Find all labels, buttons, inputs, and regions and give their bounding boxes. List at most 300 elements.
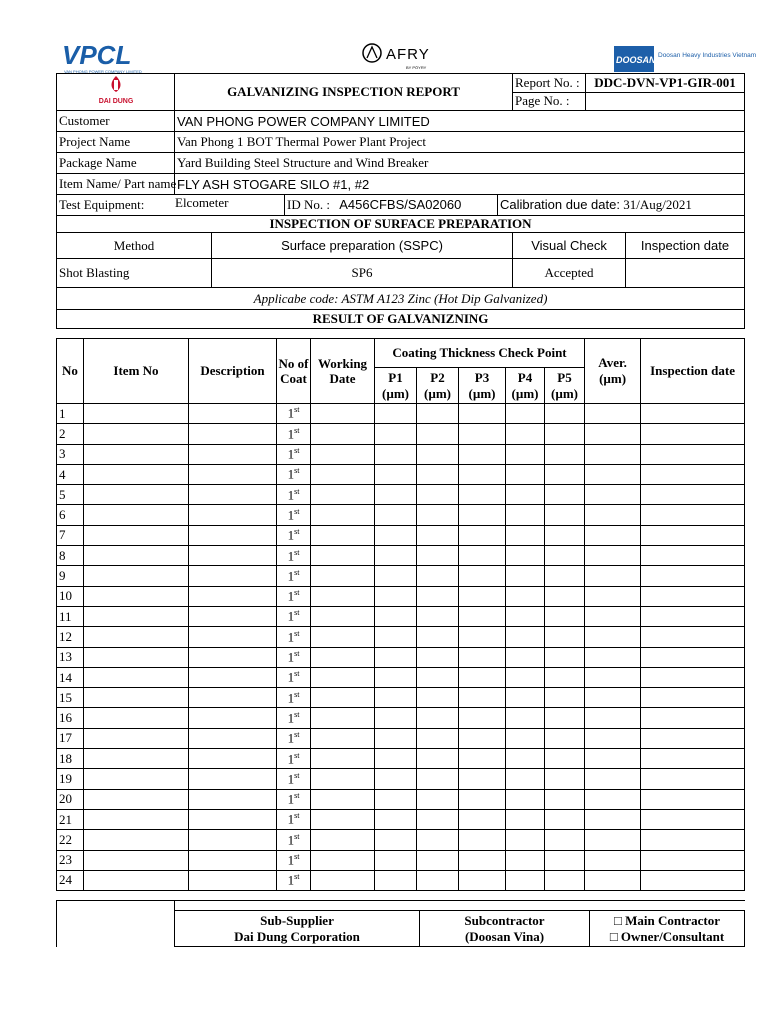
empty-cell xyxy=(189,505,277,525)
row-number: 22 xyxy=(57,830,84,850)
report-no: DDC-DVN-VP1-GIR-001 xyxy=(586,74,745,93)
empty-cell xyxy=(641,647,745,667)
empty-cell xyxy=(506,809,545,829)
coat-number-suffix: st xyxy=(294,649,300,659)
empty-cell xyxy=(459,464,506,484)
coat-number-value: 1 xyxy=(287,466,295,482)
empty-cell xyxy=(375,546,417,566)
coat-number xyxy=(277,749,311,769)
col-header-p1 xyxy=(375,368,417,404)
empty-cell xyxy=(189,830,277,850)
calibration-value: 31/Aug/2021 xyxy=(623,197,692,212)
empty-cell xyxy=(189,749,277,769)
coat-number xyxy=(277,647,311,667)
p1-unit: (µm) xyxy=(382,385,409,401)
coat-number xyxy=(277,850,311,870)
col-header-coating: Coating Thickness Check Point xyxy=(375,339,585,368)
empty-cell xyxy=(506,424,545,444)
coat-number xyxy=(277,485,311,505)
empty-cell xyxy=(189,464,277,484)
coat-number-value: 1 xyxy=(287,710,295,726)
empty-cell xyxy=(641,789,745,809)
empty-cell xyxy=(417,789,459,809)
row-number: 6 xyxy=(57,505,84,525)
empty-cell xyxy=(417,708,459,728)
coat-number-suffix: st xyxy=(294,628,300,638)
p4-unit: (µm) xyxy=(511,385,539,401)
empty-cell xyxy=(585,525,641,545)
empty-cell xyxy=(311,566,375,586)
empty-cell xyxy=(311,830,375,850)
empty-cell xyxy=(311,749,375,769)
coat-number xyxy=(277,627,311,647)
empty-cell xyxy=(641,606,745,626)
empty-cell xyxy=(641,708,745,728)
coat-number-suffix: st xyxy=(294,791,300,801)
table-row xyxy=(57,850,745,870)
empty-cell xyxy=(506,627,545,647)
empty-cell xyxy=(585,627,641,647)
coat-number-suffix: st xyxy=(294,567,300,577)
p5-unit: (µm) xyxy=(551,385,579,401)
subcontractor-cell xyxy=(420,911,590,947)
col-header-inspection-date: Inspection date xyxy=(641,339,745,404)
table-row xyxy=(57,830,745,850)
empty-cell xyxy=(375,444,417,464)
empty-cell xyxy=(84,525,189,545)
empty-cell xyxy=(84,809,189,829)
empty-cell xyxy=(545,424,585,444)
col-header-item: Item No xyxy=(84,339,189,404)
empty-cell xyxy=(545,404,585,424)
empty-cell xyxy=(375,688,417,708)
p3-unit: (µm) xyxy=(468,385,496,401)
signature-table xyxy=(56,900,745,947)
coat-number-value: 1 xyxy=(287,669,295,685)
empty-cell xyxy=(641,667,745,687)
empty-cell xyxy=(641,586,745,606)
empty-cell xyxy=(545,525,585,545)
col-header-no: No xyxy=(57,339,84,404)
empty-cell xyxy=(189,647,277,667)
empty-cell xyxy=(641,809,745,829)
row-number: 1 xyxy=(57,404,84,424)
empty-cell xyxy=(459,708,506,728)
empty-cell xyxy=(585,546,641,566)
header-info-table xyxy=(56,73,745,329)
vpcl-logo-text: VPCL xyxy=(62,40,132,70)
table-row xyxy=(57,424,745,444)
row-number: 16 xyxy=(57,708,84,728)
table-row xyxy=(57,627,745,647)
surface-header-date: Inspection date xyxy=(626,233,745,259)
empty-cell xyxy=(417,525,459,545)
table-row xyxy=(57,586,745,606)
empty-cell xyxy=(417,850,459,870)
empty-cell xyxy=(417,546,459,566)
empty-cell xyxy=(585,870,641,890)
empty-cell xyxy=(311,688,375,708)
empty-cell xyxy=(506,606,545,626)
empty-cell xyxy=(84,485,189,505)
coat-number xyxy=(277,667,311,687)
empty-cell xyxy=(545,789,585,809)
empty-cell xyxy=(189,850,277,870)
empty-cell xyxy=(84,606,189,626)
empty-cell xyxy=(84,728,189,748)
empty-cell xyxy=(585,749,641,769)
project-label: Project Name xyxy=(57,132,175,153)
table-row xyxy=(57,688,745,708)
empty-cell xyxy=(417,627,459,647)
vpcl-logo xyxy=(62,40,162,76)
empty-cell xyxy=(545,505,585,525)
row-number: 2 xyxy=(57,424,84,444)
equipment-cell xyxy=(57,195,285,216)
empty-cell xyxy=(585,850,641,870)
row-number: 9 xyxy=(57,566,84,586)
empty-cell xyxy=(545,485,585,505)
table-row xyxy=(57,667,745,687)
empty-cell xyxy=(585,830,641,850)
empty-cell xyxy=(311,464,375,484)
table-row xyxy=(57,404,745,424)
coat-number-value: 1 xyxy=(287,527,295,543)
empty-cell xyxy=(459,830,506,850)
coat-number-value: 1 xyxy=(287,832,295,848)
table-row xyxy=(57,728,745,748)
empty-cell xyxy=(585,586,641,606)
row-number: 12 xyxy=(57,627,84,647)
empty-cell xyxy=(585,647,641,667)
empty-cell xyxy=(311,444,375,464)
empty-cell xyxy=(311,870,375,890)
empty-cell xyxy=(641,830,745,850)
id-cell xyxy=(285,195,498,216)
col-header-aver xyxy=(585,339,641,404)
empty-cell xyxy=(506,769,545,789)
coat-number-suffix: st xyxy=(294,527,300,537)
coat-number-value: 1 xyxy=(287,872,295,888)
coat-number xyxy=(277,809,311,829)
empty-cell xyxy=(189,485,277,505)
empty-cell xyxy=(417,667,459,687)
empty-cell xyxy=(189,789,277,809)
empty-cell xyxy=(459,749,506,769)
empty-cell xyxy=(189,708,277,728)
row-number: 23 xyxy=(57,850,84,870)
afry-logo-text: AFRY xyxy=(386,46,430,63)
coat-number-value: 1 xyxy=(287,426,295,442)
row-number: 24 xyxy=(57,870,84,890)
table-row xyxy=(57,546,745,566)
coat-number-value: 1 xyxy=(287,547,295,563)
empty-cell xyxy=(375,606,417,626)
empty-cell xyxy=(506,505,545,525)
surface-header-method: Method xyxy=(57,233,212,259)
coat-number xyxy=(277,505,311,525)
coat-number xyxy=(277,708,311,728)
surface-date xyxy=(626,259,745,288)
table-row xyxy=(57,870,745,890)
empty-cell xyxy=(459,728,506,748)
empty-cell xyxy=(506,546,545,566)
coat-number xyxy=(277,606,311,626)
row-number: 4 xyxy=(57,464,84,484)
empty-cell xyxy=(585,424,641,444)
empty-cell xyxy=(375,485,417,505)
empty-cell xyxy=(585,505,641,525)
table-row xyxy=(57,505,745,525)
empty-cell xyxy=(506,404,545,424)
empty-cell xyxy=(585,485,641,505)
coat-number-suffix: st xyxy=(294,750,300,760)
empty-cell xyxy=(84,789,189,809)
empty-cell xyxy=(84,566,189,586)
col-header-p2 xyxy=(417,368,459,404)
afry-logo xyxy=(360,40,450,76)
empty-cell xyxy=(84,830,189,850)
empty-cell xyxy=(189,586,277,606)
applicable-code: Applicabe code: ASTM A123 Zinc (Hot Dip Galvanized) xyxy=(57,288,745,310)
empty-cell xyxy=(189,627,277,647)
empty-cell xyxy=(311,850,375,870)
empty-cell xyxy=(189,688,277,708)
empty-cell xyxy=(506,728,545,748)
coat-number-value: 1 xyxy=(287,608,295,624)
empty-cell xyxy=(506,789,545,809)
coat-number-value: 1 xyxy=(287,811,295,827)
p3-label: P3 xyxy=(474,369,490,385)
equipment-value: Elcometer xyxy=(175,195,229,210)
coat-number-suffix: st xyxy=(294,831,300,841)
row-number: 15 xyxy=(57,688,84,708)
coat-number-suffix: st xyxy=(294,588,300,598)
empty-cell xyxy=(545,606,585,626)
empty-cell xyxy=(311,404,375,424)
empty-cell xyxy=(311,546,375,566)
empty-cell xyxy=(459,789,506,809)
daidung-logo xyxy=(57,74,175,111)
coat-number-value: 1 xyxy=(287,405,295,421)
coat-number-value: 1 xyxy=(287,507,295,523)
empty-cell xyxy=(84,688,189,708)
aver-unit: (µm) xyxy=(599,371,627,386)
empty-cell xyxy=(585,566,641,586)
empty-cell xyxy=(311,606,375,626)
p4-label: P4 xyxy=(517,369,533,385)
empty-cell xyxy=(459,647,506,667)
coat-number-value: 1 xyxy=(287,487,295,502)
empty-cell xyxy=(641,546,745,566)
empty-cell xyxy=(545,464,585,484)
coat-number xyxy=(277,830,311,850)
empty-cell xyxy=(311,525,375,545)
coat-number-value: 1 xyxy=(287,588,295,604)
empty-cell xyxy=(311,728,375,748)
col-header-working-date: Working Date xyxy=(311,339,375,404)
empty-cell xyxy=(459,485,506,505)
empty-cell xyxy=(375,870,417,890)
sub-supplier-label: Sub-Supplier xyxy=(260,912,334,928)
afry-logo-subtext: BY PÖYRY xyxy=(406,65,427,70)
empty-cell xyxy=(641,424,745,444)
row-number: 8 xyxy=(57,546,84,566)
empty-cell xyxy=(506,464,545,484)
empty-cell xyxy=(189,444,277,464)
calibration-cell xyxy=(498,195,745,216)
empty-cell xyxy=(459,667,506,687)
table-row xyxy=(57,789,745,809)
coat-number xyxy=(277,769,311,789)
coat-number-value: 1 xyxy=(287,750,295,766)
empty-cell xyxy=(189,546,277,566)
empty-cell xyxy=(585,606,641,626)
table-row xyxy=(57,809,745,829)
empty-cell xyxy=(506,485,545,505)
empty-cell xyxy=(311,809,375,829)
coat-number-value: 1 xyxy=(287,771,295,787)
empty-cell xyxy=(641,728,745,748)
empty-cell xyxy=(375,525,417,545)
empty-cell xyxy=(545,444,585,464)
table-row xyxy=(57,749,745,769)
empty-cell xyxy=(641,464,745,484)
coat-number-value: 1 xyxy=(287,629,295,645)
row-number: 18 xyxy=(57,749,84,769)
result-rows xyxy=(57,404,745,891)
empty-cell xyxy=(545,667,585,687)
empty-cell xyxy=(417,566,459,586)
empty-cell xyxy=(375,424,417,444)
coat-number xyxy=(277,870,311,890)
empty-cell xyxy=(641,769,745,789)
customer-label: Customer xyxy=(57,111,175,132)
empty-cell xyxy=(459,404,506,424)
empty-cell xyxy=(585,789,641,809)
empty-cell xyxy=(545,870,585,890)
empty-cell xyxy=(375,586,417,606)
empty-cell xyxy=(375,809,417,829)
doosan-logo xyxy=(612,40,757,76)
empty-cell xyxy=(189,667,277,687)
empty-cell xyxy=(311,769,375,789)
coat-number-suffix: st xyxy=(294,608,300,618)
coat-number-suffix: st xyxy=(294,405,300,415)
coat-number xyxy=(277,728,311,748)
package-label: Package Name xyxy=(57,153,175,174)
empty-cell xyxy=(84,505,189,525)
coat-number xyxy=(277,789,311,809)
p2-unit: (µm) xyxy=(424,385,451,401)
empty-cell xyxy=(311,505,375,525)
empty-cell xyxy=(375,749,417,769)
row-number: 10 xyxy=(57,586,84,606)
empty-cell xyxy=(375,728,417,748)
empty-cell xyxy=(311,708,375,728)
item-label: Item Name/ Part name xyxy=(57,174,175,195)
empty-cell xyxy=(545,809,585,829)
coat-number-suffix: st xyxy=(294,852,300,862)
empty-cell xyxy=(375,789,417,809)
empty-cell xyxy=(311,586,375,606)
empty-cell xyxy=(459,688,506,708)
owner-consultant-checkbox[interactable]: □ Owner/Consultant xyxy=(609,928,725,944)
col-header-desc: Description xyxy=(189,339,277,404)
package-value: Yard Building Steel Structure and Wind Breaker xyxy=(175,153,745,174)
empty-cell xyxy=(506,566,545,586)
empty-cell xyxy=(641,525,745,545)
coat-number-suffix: st xyxy=(294,425,300,435)
empty-cell xyxy=(375,667,417,687)
table-row xyxy=(57,444,745,464)
empty-cell xyxy=(459,769,506,789)
doosan-logo-text: DOOSAN xyxy=(616,55,656,65)
empty-cell xyxy=(545,546,585,566)
coat-number xyxy=(277,464,311,484)
col-header-p3 xyxy=(459,368,506,404)
coat-number xyxy=(277,586,311,606)
empty-cell xyxy=(84,404,189,424)
empty-cell xyxy=(84,586,189,606)
table-row xyxy=(57,525,745,545)
coat-number-suffix: st xyxy=(294,486,300,496)
empty-cell xyxy=(417,424,459,444)
subcontractor-label: Subcontractor xyxy=(464,912,545,928)
surface-visual: Accepted xyxy=(513,259,626,288)
empty-cell xyxy=(585,809,641,829)
sub-supplier-name: Dai Dung Corporation xyxy=(234,928,360,944)
page-no-label: Page No. : xyxy=(513,92,586,111)
table-row xyxy=(57,464,745,484)
empty-cell xyxy=(417,870,459,890)
empty-cell xyxy=(375,627,417,647)
empty-cell xyxy=(506,830,545,850)
empty-cell xyxy=(545,647,585,667)
daidung-logo-text: DAI DUNG xyxy=(98,98,133,105)
empty-cell xyxy=(641,870,745,890)
empty-cell xyxy=(417,404,459,424)
empty-cell xyxy=(545,728,585,748)
empty-cell xyxy=(375,566,417,586)
coat-number-suffix: st xyxy=(294,709,300,719)
empty-cell xyxy=(545,688,585,708)
empty-cell xyxy=(84,749,189,769)
empty-cell xyxy=(189,728,277,748)
empty-cell xyxy=(459,870,506,890)
empty-cell xyxy=(506,667,545,687)
coat-number-suffix: st xyxy=(294,466,300,476)
empty-cell xyxy=(375,830,417,850)
item-value: FLY ASH STOGARE SILO #1, #2 xyxy=(175,174,745,195)
empty-cell xyxy=(545,566,585,586)
empty-cell xyxy=(189,404,277,424)
empty-cell xyxy=(459,546,506,566)
table-row xyxy=(57,647,745,667)
empty-cell xyxy=(84,647,189,667)
empty-cell xyxy=(375,769,417,789)
coat-number xyxy=(277,566,311,586)
row-number: 19 xyxy=(57,769,84,789)
empty-cell xyxy=(506,870,545,890)
main-contractor-checkbox[interactable]: □ Main Contractor xyxy=(613,912,721,928)
empty-cell xyxy=(311,485,375,505)
empty-cell xyxy=(84,769,189,789)
surface-section-title: INSPECTION OF SURFACE PREPARATION xyxy=(57,216,745,233)
coat-number-value: 1 xyxy=(287,446,295,462)
empty-cell xyxy=(417,809,459,829)
result-section-title: RESULT OF GALVANIZNING xyxy=(57,310,745,329)
